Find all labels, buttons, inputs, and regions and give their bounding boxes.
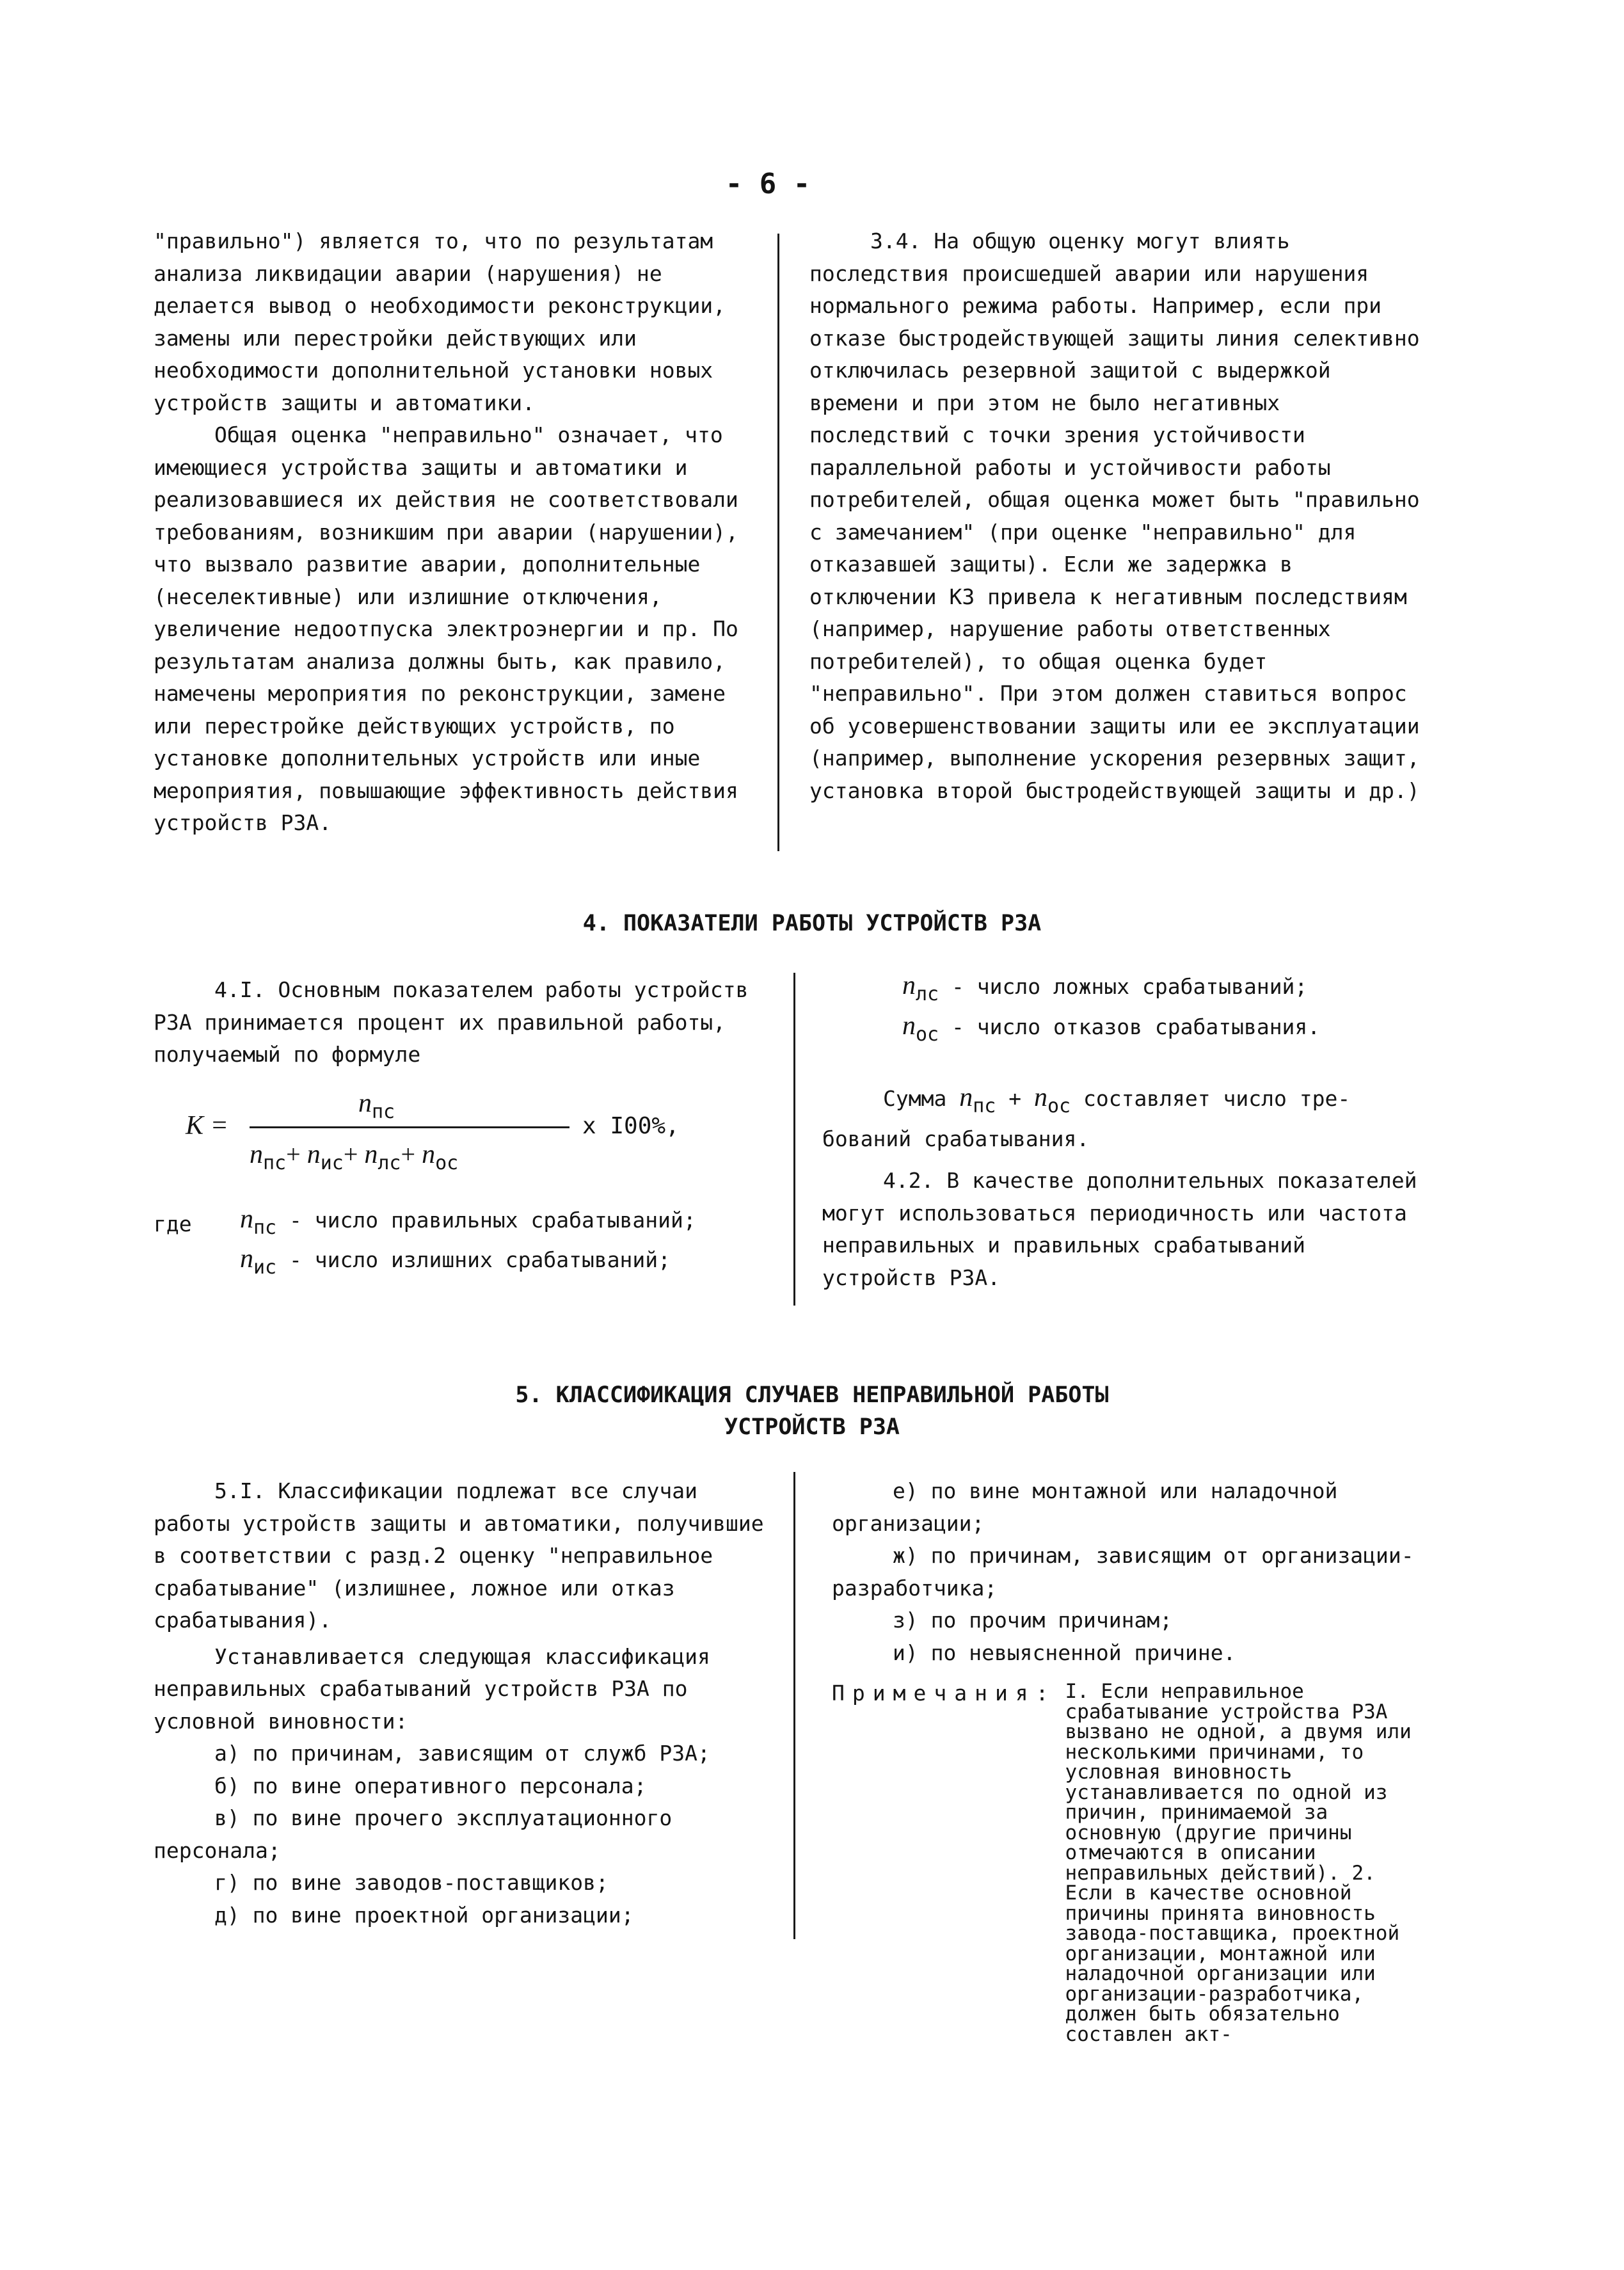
fraction-bar xyxy=(250,1126,569,1128)
list-item-i: и) по невыясненной причине. xyxy=(893,1640,1236,1665)
section5-paragraph-classification: Устанавливается следующая классификация неправильных срабатываний устройств РЗА по условной виновности: xyxy=(154,1643,710,1734)
section3-left-column xyxy=(154,225,758,840)
definition-correct: $n_{пс}$ - число правильных срабатываний; xyxy=(240,1204,696,1239)
section4-heading: 4. ПОКАЗАТЕЛИ РАБОТЫ УСТРОЙСТВ РЗА xyxy=(582,911,1042,936)
section4-left-column xyxy=(154,974,752,1071)
list-item-a: а) по причинам, зависящим от служб РЗА; xyxy=(214,1741,710,1766)
section4-paragraph-4-1: 4.I. Основным показателем работы устройств РЗА принимается процент их правильной работы, получаемый по формуле xyxy=(154,977,749,1067)
definition-failures: $n_{ос}$ - число отказов срабатывания. xyxy=(902,1011,1321,1046)
list-item-z: з) по прочим причинам; xyxy=(893,1608,1173,1633)
section5-left-column xyxy=(154,1475,771,1931)
definition-excessive: $n_{ис}$ - число излишних срабатываний; xyxy=(240,1244,671,1279)
notes-label: Примечания: xyxy=(832,1681,1056,1706)
notes-block xyxy=(832,1682,1430,2045)
section3-left-paragraph-2: Общая оценка "неправильно" означает, что имеющиеся устройства защиты и автоматики и реализовавшиеся их действия не соответствовали требованиям, возникшим при аварии (нарушении), что вызвало развитие аварии, дополнительные (неселективные) или излишние отключения, увеличение недоотпуска электроэнергии и пр. По результатам анализа должны быть, как правило, намечены мероприятия по реконструкции, замене или перестройке действующих устройств, по установке дополнительных устройств или иные мероприятия, повышающие эффективность действия устройств РЗА. xyxy=(154,422,738,835)
section3-left-paragraph-1: "правильно") является то, что по результатам анализа ликвидации аварии (нарушения) не делается вывод о необходимости реконструкции, замены или перестройки действующих или необходимости дополнительной установки новых устройств защиты и автоматики. xyxy=(154,228,726,415)
section3-right-paragraph: 3.4. На общую оценку могут влиять последствия происшедшей аварии или нарушения нормального режима работы. Например, если при отказе быстродействующей защиты линия селективно отключилась резервной защитой с выдержкой времени и при этом не было негативных последствий с точки зрения устойчивости параллельной работы и устойчивости работы потребителей, общая оценка может быть "правильно с замечанием" (при оценке "неправильно" для отказавшей защиты). Если же задержка в отключении КЗ привела к негативным последствиям (например, нарушение работы ответственных потребителей), то общая оценка будет "неправильно". При этом должен ставиться вопрос об усовершенствовании защиты или ее эксплуатации (например, выполнение ускорения резервных защит, установка второй быстродействующей защиты и др.) xyxy=(809,228,1420,803)
sum-sentence: Сумма $n_{пс} + n_{ос}$ составляет число тре- бований срабатывания. xyxy=(822,1083,1351,1151)
definition-false: $n_{лс}$ - число ложных срабатываний; xyxy=(902,971,1308,1005)
column-divider-section5 xyxy=(793,1472,795,1939)
formula-multiplier: x I00%, xyxy=(582,1113,680,1139)
section4-paragraph-4-2: 4.2. В качестве дополнительных показателей могут использоваться периодичность или частота неправильных и правильных срабатываний устройств РЗА. xyxy=(822,1168,1417,1290)
list-item-b: б) по вине оперативного персонала; xyxy=(214,1773,647,1798)
list-item-v: в) по вине прочего эксплуатационного персонала; xyxy=(154,1805,673,1863)
page-number: - 6 - xyxy=(725,168,811,200)
section5-right-column xyxy=(832,1475,1430,1669)
where-label: где xyxy=(154,1211,192,1236)
list-item-g: г) по вине заводов-поставщиков; xyxy=(214,1870,609,1895)
list-item-d: д) по вине проектной организации; xyxy=(214,1902,634,1928)
formula-lhs: K = xyxy=(186,1111,228,1140)
section5-heading-line2: УСТРОЙСТВ РЗА xyxy=(724,1414,900,1440)
column-divider xyxy=(777,234,779,851)
section5-paragraph-5-1: 5.I. Классификации подлежат все случаи работы устройств защиты и автоматики, получившие в соответствии с разд.2 оценку "неправильное срабатывание" (излишнее, ложное или отказ срабатывания). xyxy=(154,1478,764,1633)
section5-heading-line1: 5. КЛАССИФИКАЦИЯ СЛУЧАЕВ НЕПРАВИЛЬНОЙ РАБОТЫ xyxy=(515,1382,1109,1408)
formula-numerator: $n_{пс}$ xyxy=(358,1089,395,1123)
column-divider-section4 xyxy=(793,973,795,1306)
notes-text: I. Если неправильное срабатывание устройства РЗА вызвано не одной, а двумя или несколькими причинами, то условная виновность устанавливается по одной из причин, принимаемой за основную (другие причины отмечаются в описании неправильных действий). 2. Если в качестве основной причины принята виновность завода-поставщика, проектной организации, монтажной или наладочной организации или организации-разработчика, должен быть обязательно составлен акт- xyxy=(1065,1680,1412,2046)
section3-right-column xyxy=(809,225,1427,807)
formula-denominator: $n_{пс}+ n_{ис}+ n_{лс}+ n_{ос}$ xyxy=(250,1140,459,1174)
list-item-e: е) по вине монтажной или наладочной организации; xyxy=(832,1478,1338,1536)
list-item-zh: ж) по причинам, зависящим от организации-разработчика; xyxy=(832,1543,1414,1601)
